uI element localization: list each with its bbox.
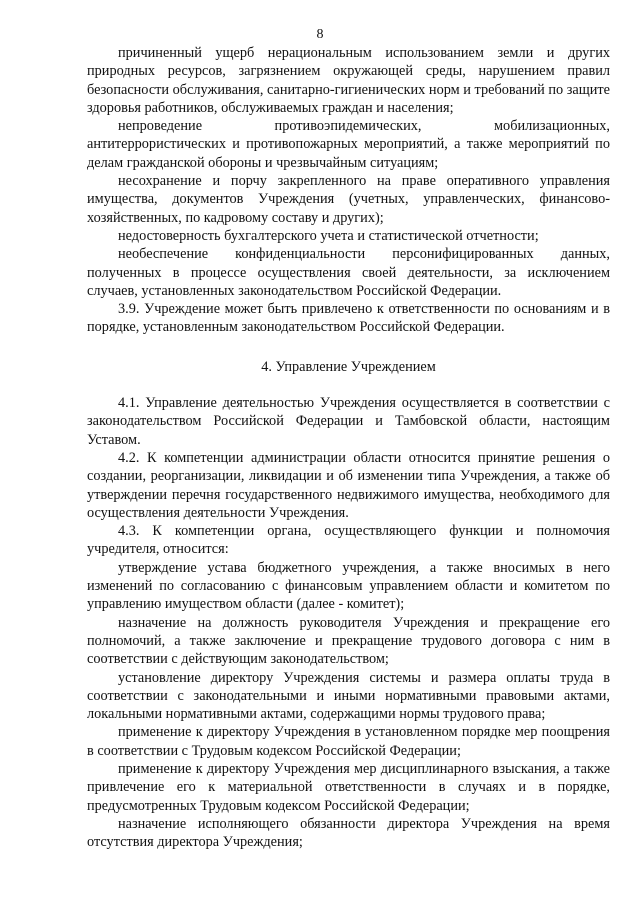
paragraph-charter: утверждение устава бюджетного учреждения, а также вносимых в него изменений по согласованию с финансовым управлением области и комитетом по управлению имуществом области (далее - комитет); [87,559,610,613]
page-number: 8 [316,27,324,42]
paragraph-3-9: 3.9. Учреждение может быть привлечено к ответственности по основаниям и в порядке, установленным законодательством Российской Федерации. [87,301,610,336]
paragraph-4-2: 4.2. К компетенции администрации области относится принятие решения о создании, реорганизации, ликвидации и об изменении типа Учреждения, а также об утверждении перечня государственного недвижимого имущества, необходимого для осуществления деятельности Учреждения. [87,449,610,521]
paragraph-incentives: применение к директору Учреждения в установленном порядке мер поощрения в соответствии с Трудовым кодексом Российской Федерации; [87,724,610,759]
paragraph-acting-director: назначение исполняющего обязанности директора Учреждения на время отсутствия директора Учреждения; [87,815,610,851]
document-body [87,44,610,851]
section-heading: 4. Управление Учреждением [261,358,436,375]
paragraph-discipline: применение к директору Учреждения мер дисциплинарного взыскания, а также привлечение его к материальной ответственности в случаях и в порядке, предусмотренных Трудовым кодексом Российской Федерации; [87,760,610,814]
paragraph-damage: причиненный ущерб нерациональным использованием земли и других природных ресурсов, загрязнением окружающей среды, нарушением правил безопасности обслуживания, санитарно-гигиенических норм и требований по защите здоровья работников, обслуживаемых граждан и населения; [87,45,610,116]
paragraph-appointment: назначение на должность руководителя Учреждения и прекращение его полномочий, а также заключение и прекращение трудового договора с ним в соответствии с действующим законодательством; [87,614,610,668]
paragraph-measures: непроведение противоэпидемических, мобилизационных, антитеррористических и противопожарных мероприятий, а также мероприятий по делам гражданской обороны и чрезвычайным ситуациям; [87,118,610,171]
paragraph-4-1: 4.1. Управление деятельностью Учреждения осуществляется в соответствии с законодательством Российской Федерации и Тамбовской области, настоящим Уставом. [87,395,610,448]
paragraph-salary: установление директору Учреждения системы и размера оплаты труда в соответствии с законодательными и иными нормативными правовыми актами, локальными нормативными актами, содержащими нормы трудового права; [87,669,610,723]
paragraph-accounting: недостоверность бухгалтерского учета и статистической отчетности; [118,227,539,244]
paragraph-confidentiality: необеспечение конфиденциальности персонифицированных данных, полученных в процессе осуществления своей деятельности, за исключением случаев, установленных законодательством Российской Федерации. [87,246,610,299]
paragraph-property: несохранение и порчу закрепленного на праве оперативного управления имущества, документов Учреждения (учетных, управленческих, финансово-хозяйственных, по кадровому составу и других); [87,173,610,226]
paragraph-4-3: 4.3. К компетенции органа, осуществляющего функции и полномочия учредителя, относится: [87,523,610,558]
